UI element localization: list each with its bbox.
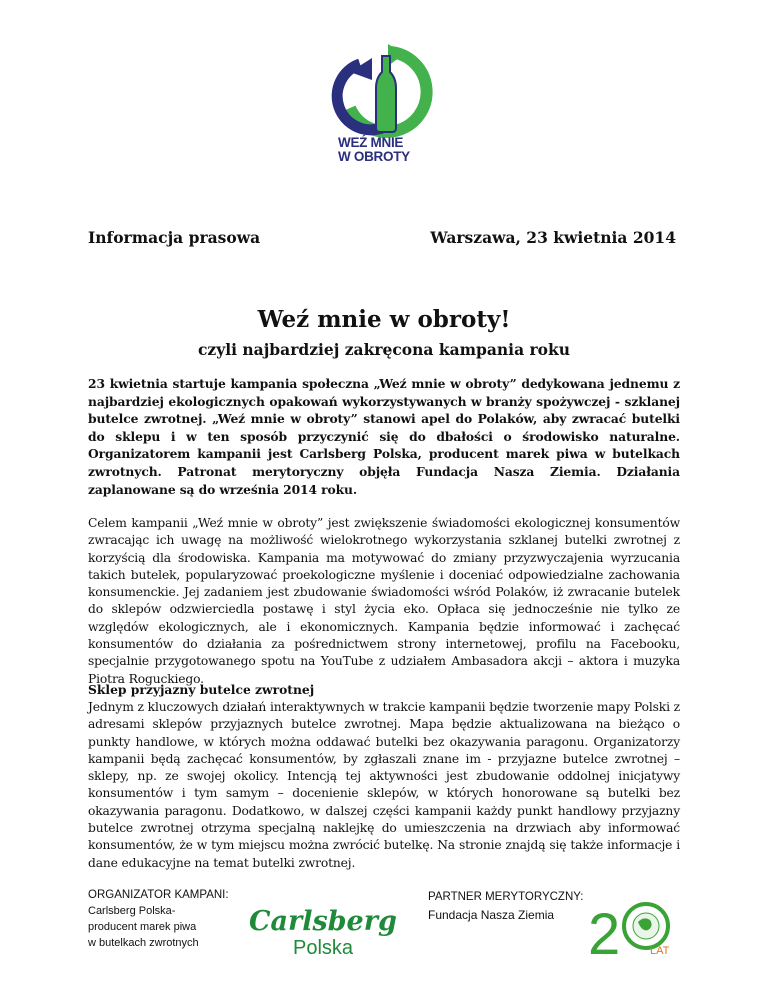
organizer-block <box>88 887 229 951</box>
body-paragraph: Celem kampanii „Weź mnie w obroty” jest zwiększenie świadomości ekologicznej konsumentów zwracając ich uwagę na możliwość wielokrotnego wykorzystania szklanej butelki zwrotnej z korzyścią dla środowiska. Kampania ma motywować do zmiany przyzwyczajenia wyrzucania takich butelek, popularyzować proekologiczne myślenie i doceniać odpowiedzialne zachowania konsumenckie. Jej zadaniem jest zbudowanie świadomości wśród Polaków, iż zwracanie butelek do sklepów odzwierciedla postawę i styl życia eko. Opłaca się jednocześnie nie tylko ze względów ekologicznych, ale i ekonomicznych. Kampania będzie informować i zachęcać konsumentów do działania za pośrednictwem strony internetowej, profilu na Facebooku, specjalnie przygotowanego spotu na YouTube z udziałem Ambasadora akcji – aktora i muzyka Piotra Roguckiego. <box>88 516 680 686</box>
organizer-line: w butelkach zwrotnych <box>88 937 199 949</box>
page-subtitle: czyli najbardziej zakręcona kampania roku <box>197 340 571 359</box>
partner-heading: PARTNER MERYTORYCZNY: <box>428 891 584 903</box>
date-location: Warszawa, 23 kwietnia 2014 <box>430 228 676 247</box>
campaign-logo-text <box>338 136 438 164</box>
nasza-logo-sub: LAT <box>650 945 670 957</box>
section-heading: Sklep przyjazny butelce zwrotnej <box>88 682 315 697</box>
nasza-ziemia-logo-icon <box>588 896 684 967</box>
partner-block <box>428 888 584 924</box>
organizer-line: producent marek piwa <box>88 921 197 933</box>
section-paragraph: Jednym z kluczowych działań interaktywnych w trakcie kampanii będzie tworzenie mapy Polski z adresami sklepów przyjaznych butelce zwrotnej. Mapa będzie aktualizowana na bieżąco o punkty handlowe, w których można oddawać butelki bez okazywania paragonu. Organizatorzy kampanii będą zachęcać konsumentów, by zgłaszali znane im - przyjazne butelce zwrotnej – sklepy, np. ze swojej okolicy. Intencją tej aktywności jest zbudowanie oddolnej inicjatywy konsumentów i tym samym – docenienie sklepów, w których honorowane są butelki bez okazywania paragonu. Dodatkowo, w dalszej części kampanii każdy punkt handlowy przyjazny butelce zwrotnej otrzyma specjalną naklejkę do umieszczenia na drzwiach aby informować konsumentów, że w tym miejscu można zwrócić butelkę. Na stronie znajdą się także informacje i dane edukacyjne na temat butelki zwrotnej. <box>88 700 680 870</box>
partner-name: Fundacja Nasza Ziemia <box>428 908 555 922</box>
carlsberg-logo-icon <box>247 896 397 960</box>
carlsberg-logo-word: Carlsberg <box>249 906 397 937</box>
organizer-line: Carlsberg Polska- <box>88 905 176 917</box>
carlsberg-logo-sub: Polska <box>293 937 354 959</box>
logo-line1: WEŹ MNIE <box>338 135 404 150</box>
doc-type-label: Informacja prasowa <box>88 228 261 247</box>
logo-line2: W OBROTY <box>338 149 410 164</box>
nasza-logo-number: 2 <box>588 902 621 967</box>
page-title: Weź mnie w obroty! <box>257 306 511 333</box>
organizer-heading: ORGANIZATOR KAMPANI: <box>88 889 229 901</box>
lead-paragraph: 23 kwietnia startuje kampania społeczna „Weź mnie w obroty” dedykowana jednemu z najbardziej ekologicznych opakowań wykorzystywanych w branży spożywczej - szklanej butelce zwrotnej. „Weź mnie w obroty” stanowi apel do Polaków, aby zwracać butelki do sklepu i w ten sposób przyczynić się do dbałości o środowisko naturalne. Organizatorem kampanii jest Carlsberg Polska, producent marek piwa w butelkach zwrotnych. Patronat merytoryczny objęła Fundacja Nasza Ziemia. Działania zaplanowane są do września 2014 roku. <box>88 376 680 497</box>
